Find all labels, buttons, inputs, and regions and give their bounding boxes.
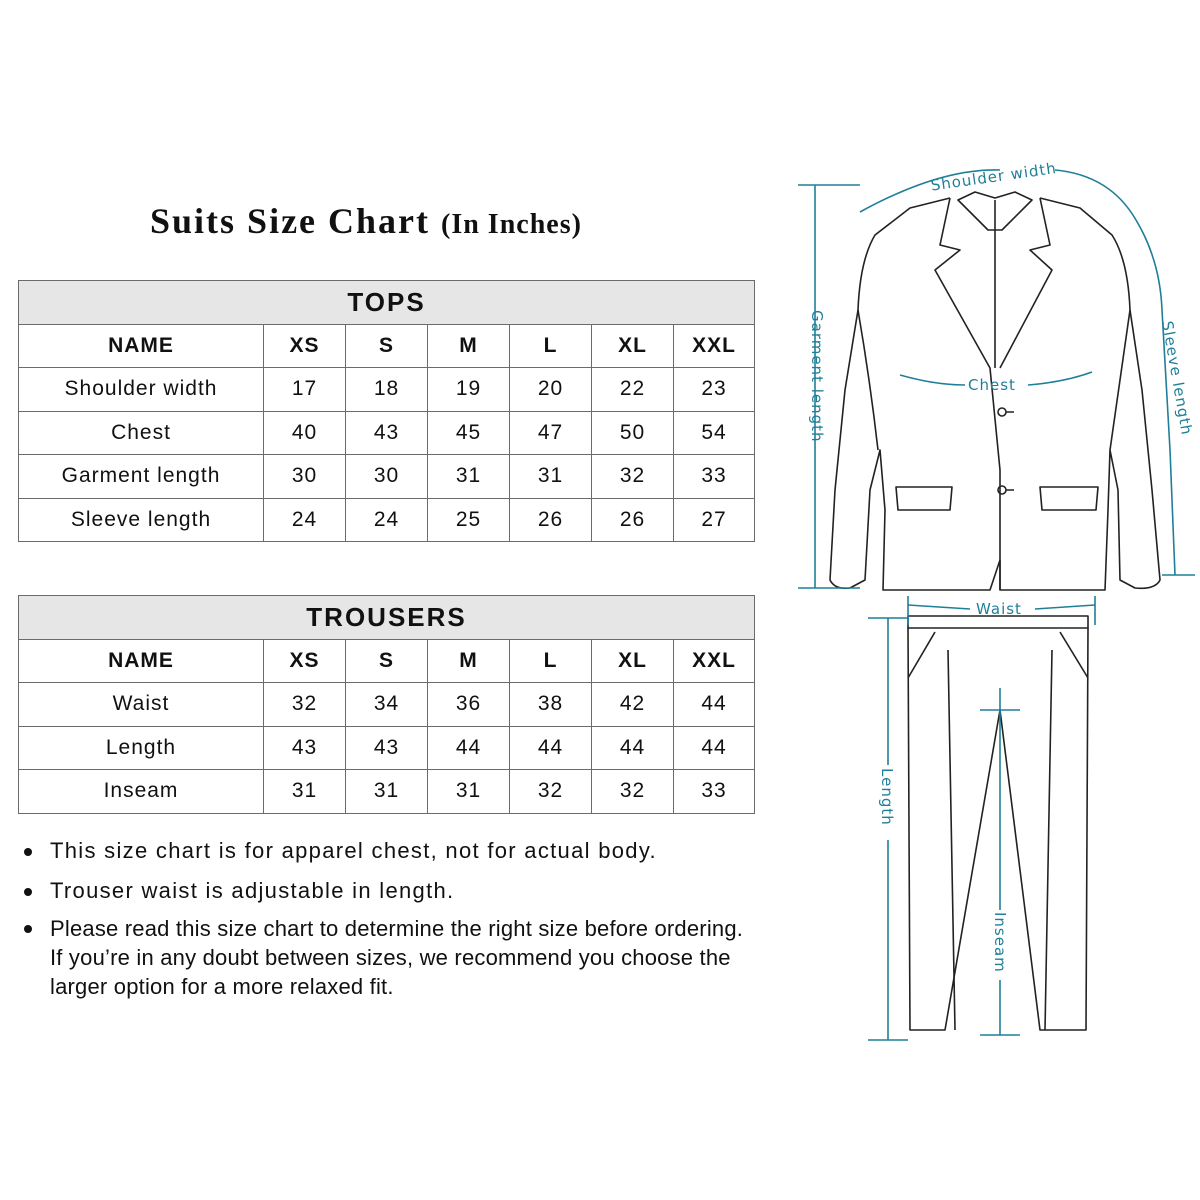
label-sleeve-length: Sleeve length	[1158, 319, 1196, 437]
cell: 18	[346, 368, 428, 412]
cell: 24	[264, 498, 346, 542]
title-unit: (In Inches)	[441, 209, 582, 240]
col-header: NAME	[19, 639, 264, 683]
cell: 50	[592, 411, 674, 455]
col-header: L	[510, 324, 592, 368]
cell: 31	[510, 455, 592, 499]
cell: 31	[346, 770, 428, 814]
table-row	[19, 368, 755, 412]
note-item: This size chart is for apparel chest, not for actual body.	[22, 838, 812, 864]
cell: 26	[592, 498, 674, 542]
title-main: Suits Size Chart	[150, 201, 431, 241]
cell: 24	[346, 498, 428, 542]
table-row	[19, 683, 755, 727]
measurement-diagram	[790, 150, 1200, 1060]
cell: 43	[346, 411, 428, 455]
trousers-header-row	[19, 639, 755, 683]
cell: 25	[428, 498, 510, 542]
tops-heading: TOPS	[19, 281, 755, 325]
col-header: M	[428, 324, 510, 368]
note-line: Please read this size chart to determine the right size before ordering.	[50, 916, 744, 941]
notes-list	[22, 838, 812, 1001]
row-label: Sleeve length	[19, 498, 264, 542]
cell: 33	[674, 455, 755, 499]
cell: 38	[510, 683, 592, 727]
table-row	[19, 770, 755, 814]
cell: 23	[674, 368, 755, 412]
cell: 31	[428, 455, 510, 499]
col-header: S	[346, 639, 428, 683]
table-row	[19, 455, 755, 499]
cell: 32	[264, 683, 346, 727]
trousers-heading: TROUSERS	[19, 596, 755, 640]
row-label: Shoulder width	[19, 368, 264, 412]
cell: 17	[264, 368, 346, 412]
cell: 30	[346, 455, 428, 499]
col-header: XXL	[674, 324, 755, 368]
cell: 27	[674, 498, 755, 542]
cell: 43	[346, 726, 428, 770]
cell: 34	[346, 683, 428, 727]
cell: 47	[510, 411, 592, 455]
cell: 36	[428, 683, 510, 727]
cell: 32	[592, 455, 674, 499]
label-garment-length: Garment length	[808, 310, 826, 443]
note-line: larger option for a more relaxed fit.	[50, 974, 394, 999]
col-header: NAME	[19, 324, 264, 368]
trousers-table	[18, 595, 755, 814]
cell: 30	[264, 455, 346, 499]
row-label: Garment length	[19, 455, 264, 499]
note-item	[22, 914, 812, 1001]
cell: 19	[428, 368, 510, 412]
table-row	[19, 498, 755, 542]
col-header: M	[428, 639, 510, 683]
cell: 40	[264, 411, 346, 455]
row-label: Inseam	[19, 770, 264, 814]
cell: 43	[264, 726, 346, 770]
label-shoulder-width: Shoulder width	[929, 159, 1058, 195]
col-header: S	[346, 324, 428, 368]
cell: 54	[674, 411, 755, 455]
cell: 33	[674, 770, 755, 814]
col-header: XS	[264, 324, 346, 368]
cell: 44	[674, 726, 755, 770]
row-label: Length	[19, 726, 264, 770]
cell: 44	[428, 726, 510, 770]
note-item: Trouser waist is adjustable in length.	[22, 878, 812, 904]
label-length: Length	[878, 768, 896, 826]
cell: 45	[428, 411, 510, 455]
label-inseam: Inseam	[991, 912, 1009, 973]
tops-header-row	[19, 324, 755, 368]
cell: 44	[510, 726, 592, 770]
tops-table	[18, 280, 755, 542]
cell: 20	[510, 368, 592, 412]
cell: 31	[264, 770, 346, 814]
table-row	[19, 411, 755, 455]
table-row	[19, 726, 755, 770]
cell: 32	[510, 770, 592, 814]
col-header: XL	[592, 639, 674, 683]
row-label: Waist	[19, 683, 264, 727]
cell: 42	[592, 683, 674, 727]
cell: 44	[592, 726, 674, 770]
cell: 31	[428, 770, 510, 814]
page-title	[150, 200, 650, 242]
note-line: If you’re in any doubt between sizes, we recommend you choose the	[50, 945, 731, 970]
cell: 22	[592, 368, 674, 412]
cell: 26	[510, 498, 592, 542]
cell: 32	[592, 770, 674, 814]
label-waist: Waist	[976, 600, 1022, 618]
col-header: XS	[264, 639, 346, 683]
col-header: XXL	[674, 639, 755, 683]
col-header: L	[510, 639, 592, 683]
row-label: Chest	[19, 411, 264, 455]
cell: 44	[674, 683, 755, 727]
suit-illustration	[790, 150, 1200, 1060]
label-chest: Chest	[968, 376, 1016, 394]
col-header: XL	[592, 324, 674, 368]
